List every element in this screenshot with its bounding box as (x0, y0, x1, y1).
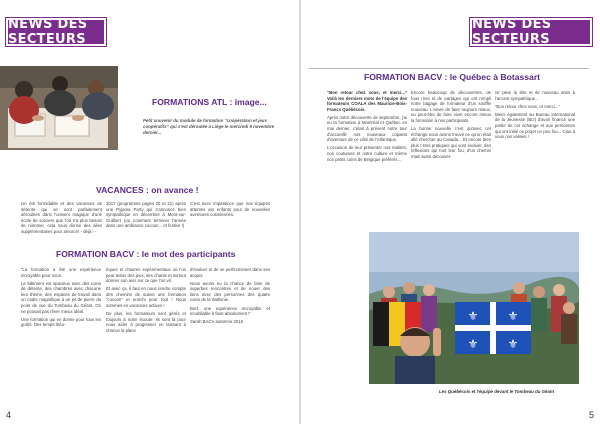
vacances-column-1: Un été formidable et des vacances de détente qui se sont parfaitement déroulées dans l'univers magique d'une école de sorciers que l'on n'a plus besoin de nommer, cela nous donne des ailes supplémentaires pour amorcer - déjà ! - (21, 201, 102, 234)
formations-atl-intro: Petit souvenir du module de formation “coopération et jeux coopératifs” qui s'est déroulée à Liège le mercredi 9 novembre dernier... (143, 118, 275, 135)
mot-paragraph: “La formation a été une expérience incroyable pour nous. (21, 267, 101, 278)
quebec-quote: “Bon retour chez vous, et merci...” Voilà les derniers mots de l'équipe des formateurs COALA des Mauricie-Bois-Francs Québécois. (327, 90, 407, 112)
quebec-column-3 (495, 90, 575, 142)
quebec-paragraph: nir plein la tête et de nouveau amis à l'accent sympathique... (495, 90, 575, 101)
formations-atl-title: FORMATIONS ATL : image... (152, 97, 267, 107)
mot-column-2 (106, 267, 186, 336)
quebec-column-2 (411, 90, 491, 162)
quebec-paragraph: La bonne nouvelle c'est qu'avec cet échange nous avons trouvé ce qu'on était allé chercher au Canada... Et encore bien plus ! Des pratiques qui vont évoluer, des réflexions qui font leur fou, d'un chemin mais aussi découver- (411, 126, 491, 160)
quebec-flag (455, 302, 531, 354)
right-page (301, 0, 600, 424)
mot-paragraph: d'évoluer et de se perfectionner dans ses acquis. (190, 267, 270, 278)
mot-paragraph: Bref, une expérience incroyable et inoubliable à faire absolument !” (190, 305, 270, 317)
vacances-column-3: C'est avec impatience que nos équipes attentes vos enfants pour de nouvelles aventures coloniennes. (190, 201, 270, 218)
group-illustration (369, 232, 579, 384)
quebec-title: FORMATION BACV : le Québec à Botassart (364, 72, 541, 82)
mot-signature: Sarah BACV automne 2016 (190, 319, 244, 325)
quebec-paragraph: Après notre découverte de septembre, j'ai eu la formation à Montréal et Québec en mai dernier, c'était à présent notre tour d'accueillir nos nouveaux copains d'aventure de ce côté de l'Atlantique. (327, 114, 407, 143)
mot-column-1 (21, 267, 101, 330)
vacances-column-2: 2017 (programme pages 20 et 21) après une Pyjama Party qui s'annonce bien sympathique en décembre à Mont-sur-Guilbert (ou comment terminer l'année dans une ambiance cocoon... et festive !) (106, 201, 186, 229)
mot-paragraph: riques et d'autres expérimentaux où l'on peut tester des jeux, des chants et surtout donner son avis sur ce que l'on vit. (106, 267, 186, 284)
mot-participants-title: FORMATION BACV : le mot des participants (56, 249, 236, 259)
quebec-paragraph: “Bon retour chez vous, et merci...” (495, 103, 560, 109)
quebec-paragraph: Encore beaucoup de découvertes, de fous rires et de partages qui ont rempli notre bagage de formateur d'un souffle nouveau. L'envie de faire toujours mieux, ou peut-être de faire vivre encore mieux la formation à nos participants. (411, 90, 491, 123)
group-photo (369, 232, 579, 384)
workshop-illustration (0, 66, 118, 150)
svg-text:⚜: ⚜ (467, 309, 479, 323)
quebec-paragraph: L'occasion de leur présenter nos réalités, nos coutumes et notre culture et même nos petits coins de Belgique préférés... (327, 145, 407, 162)
svg-text:⚜: ⚜ (467, 337, 479, 351)
mot-paragraph: Le bâtiment est spacieux avec des coins de détente, des chambres avec chacune leur thème, des espaces de travail dans un cadre magnifique à un jet de pierre du point de vue du Tombeau du Géant. On ne pouvait pas rêver mieux idéal. (21, 280, 101, 314)
workshop-photo (0, 66, 118, 150)
mot-column-3 (190, 267, 270, 327)
mot-paragraph: Et avec ça, il faut en nous rendre compte des chemins de suave une formation “cocoon” et enrichi pour tout ! Nous sommes en vacances actives ! (106, 286, 186, 309)
section-banner: NEWS DES SECTEURS (470, 18, 592, 46)
mot-paragraph: Nous avons eu la chance de faire de superbes rencontres et de nouer des liens avec des personnes des quatre coins de la Wallonie. (190, 280, 270, 303)
svg-text:⚜: ⚜ (507, 309, 519, 323)
page-number: 4 (6, 410, 12, 420)
mot-paragraph: De plus, les formateurs sont gérés et toujours à notre écoute. Ils sont là pour nous aider à progresser en laissant à chacun la place (106, 311, 186, 333)
quebec-paragraph: Merci également au Bureau International de la Jeunesse (BIJ) d'avoir financé une partie de cet échange et aux personnes qui ont initié ce projet un peu fou... Ciao à vous nos valises ! (495, 111, 575, 140)
page-number: 5 (588, 410, 594, 420)
section-banner: NEWS DES SECTEURS (6, 18, 106, 46)
mot-paragraph: Une formation qui en donne pour tous les goûts. Des temps théo- (21, 316, 101, 328)
left-page (0, 0, 299, 424)
vacances-title: VACANCES : on avance ! (96, 185, 199, 195)
title-divider (309, 68, 589, 69)
svg-text:⚜: ⚜ (507, 337, 519, 351)
photo-caption: Les Québécois et l'équipe devant le Tombeau du Géant (439, 389, 555, 394)
quebec-column-1 (327, 90, 407, 165)
